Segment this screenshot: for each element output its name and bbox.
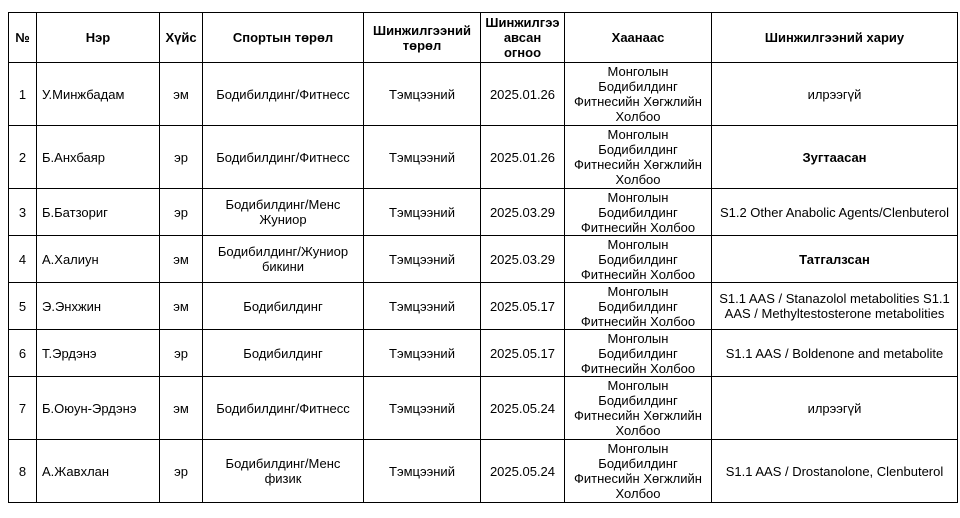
test-result: Зугтаасан — [712, 126, 958, 189]
test-result: илрээгүй — [712, 377, 958, 440]
test-type: Тэмцээний — [364, 283, 481, 330]
athlete-name: Б.Батзориг — [37, 189, 160, 236]
test-date: 2025.05.17 — [481, 283, 565, 330]
col-header-result: Шинжилгээний хариу — [712, 13, 958, 63]
col-header-date: Шинжилгээ авсан огноо — [481, 13, 565, 63]
table-row — [9, 440, 958, 503]
test-result: Татгалзсан — [712, 236, 958, 283]
gender: эр — [160, 189, 203, 236]
athlete-name: А.Жавхлан — [37, 440, 160, 503]
athlete-name: Э.Энхжин — [37, 283, 160, 330]
test-result: S1.1 AAS / Boldenone and metabolite — [712, 330, 958, 377]
test-date: 2025.01.26 — [481, 126, 565, 189]
source: Монголын Бодибилдинг Фитнесийн Хөгжлийн Холбоо — [565, 377, 712, 440]
row-number: 2 — [9, 126, 37, 189]
test-result: илрээгүй — [712, 63, 958, 126]
row-number: 6 — [9, 330, 37, 377]
source: Монголын Бодибилдинг Фитнесийн Холбоо — [565, 189, 712, 236]
sport-type: Бодибилдинг/Фитнесс — [203, 126, 364, 189]
test-result: S1.1 AAS / Stanazolol metabolities S1.1 AAS / Methyltestosterone metabolities — [712, 283, 958, 330]
gender: эм — [160, 283, 203, 330]
sport-type: Бодибилдинг/Жуниор бикини — [203, 236, 364, 283]
sport-type: Бодибилдинг/Фитнесс — [203, 63, 364, 126]
test-type: Тэмцээний — [364, 377, 481, 440]
doping-results-table — [8, 12, 958, 503]
table-row — [9, 283, 958, 330]
source: Монголын Бодибилдинг Фитнесийн Хөгжлийн Холбоо — [565, 126, 712, 189]
sport-type: Бодибилдинг/Менс Жуниор — [203, 189, 364, 236]
sport-type: Бодибилдинг/Менс физик — [203, 440, 364, 503]
gender: эм — [160, 236, 203, 283]
gender: эм — [160, 377, 203, 440]
header-row — [9, 13, 958, 63]
test-type: Тэмцээний — [364, 63, 481, 126]
col-header-no: № — [9, 13, 37, 63]
col-header-name: Нэр — [37, 13, 160, 63]
sport-type: Бодибилдинг — [203, 283, 364, 330]
gender: эр — [160, 126, 203, 189]
source: Монголын Бодибилдинг Фитнесийн Холбоо — [565, 283, 712, 330]
sport-type: Бодибилдинг/Фитнесс — [203, 377, 364, 440]
test-result: S1.1 AAS / Drostanolone, Clenbuterol — [712, 440, 958, 503]
test-type: Тэмцээний — [364, 440, 481, 503]
row-number: 3 — [9, 189, 37, 236]
athlete-name: Б.Оюун-Эрдэнэ — [37, 377, 160, 440]
athlete-name: У.Минжбадам — [37, 63, 160, 126]
row-number: 7 — [9, 377, 37, 440]
table-row — [9, 63, 958, 126]
table-row — [9, 189, 958, 236]
test-type: Тэмцээний — [364, 189, 481, 236]
col-header-test-type: Шинжилгээний төрөл — [364, 13, 481, 63]
col-header-gender: Хүйс — [160, 13, 203, 63]
athlete-name: Т.Эрдэнэ — [37, 330, 160, 377]
gender: эр — [160, 330, 203, 377]
test-result: S1.2 Other Anabolic Agents/Clenbuterol — [712, 189, 958, 236]
test-type: Тэмцээний — [364, 236, 481, 283]
table-row — [9, 126, 958, 189]
source: Монголын Бодибилдинг Фитнесийн Хөгжлийн Холбоо — [565, 440, 712, 503]
athlete-name: А.Халиун — [37, 236, 160, 283]
sport-type: Бодибилдинг — [203, 330, 364, 377]
test-date: 2025.05.17 — [481, 330, 565, 377]
row-number: 5 — [9, 283, 37, 330]
test-date: 2025.05.24 — [481, 377, 565, 440]
test-date: 2025.03.29 — [481, 236, 565, 283]
row-number: 8 — [9, 440, 37, 503]
source: Монголын Бодибилдинг Фитнесийн Хөгжлийн Холбоо — [565, 63, 712, 126]
row-number: 1 — [9, 63, 37, 126]
test-date: 2025.03.29 — [481, 189, 565, 236]
table-row — [9, 377, 958, 440]
athlete-name: Б.Анхбаяр — [37, 126, 160, 189]
table-row — [9, 236, 958, 283]
row-number: 4 — [9, 236, 37, 283]
gender: эр — [160, 440, 203, 503]
table-row — [9, 330, 958, 377]
source: Монголын Бодибилдинг Фитнесийн Холбоо — [565, 236, 712, 283]
col-header-source: Хаанаас — [565, 13, 712, 63]
test-date: 2025.01.26 — [481, 63, 565, 126]
test-date: 2025.05.24 — [481, 440, 565, 503]
test-type: Тэмцээний — [364, 126, 481, 189]
col-header-sport: Спортын төрөл — [203, 13, 364, 63]
source: Монголын Бодибилдинг Фитнесийн Холбоо — [565, 330, 712, 377]
gender: эм — [160, 63, 203, 126]
test-type: Тэмцээний — [364, 330, 481, 377]
